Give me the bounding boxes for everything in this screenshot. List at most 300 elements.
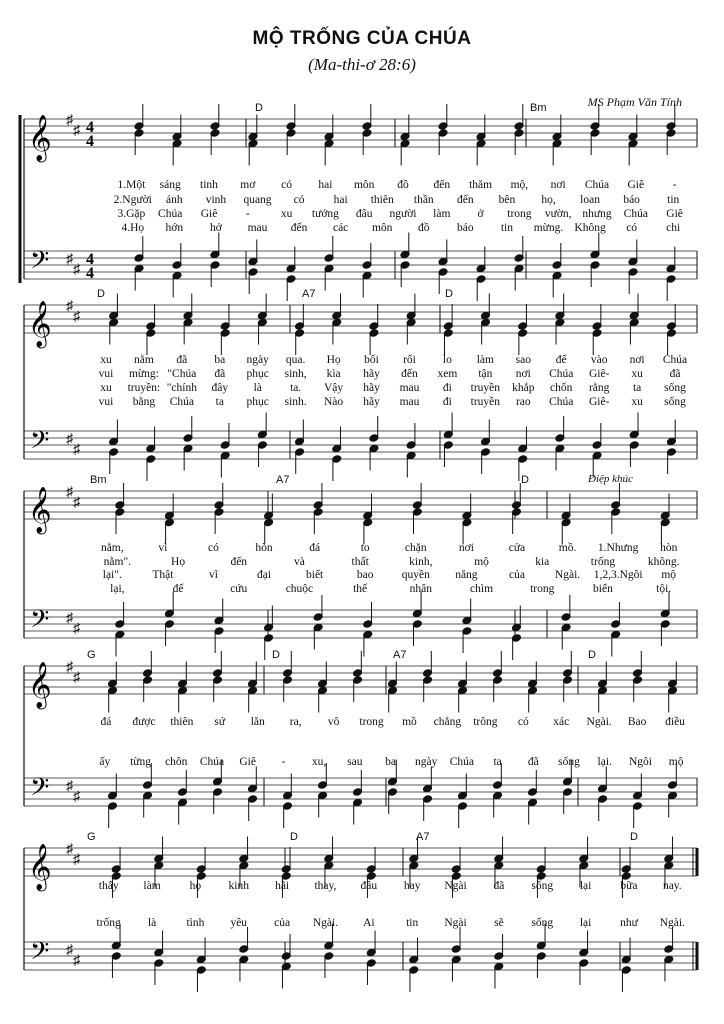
- lyric-syllable: họ,: [541, 194, 556, 206]
- lyric-syllable: 4.Họ: [121, 222, 145, 234]
- lyric-syllable: Họ: [171, 556, 186, 568]
- lyric-syllable: đã: [493, 880, 505, 892]
- lyric-syllable: 1.Nhưng: [597, 542, 639, 554]
- chord-symbol: Bm: [90, 474, 107, 486]
- treble-staff: [24, 651, 697, 713]
- lyric-syllable: Giê: [200, 208, 218, 220]
- lyric-syllable: mơ: [240, 179, 256, 191]
- lyric-syllable: nay.: [662, 880, 682, 892]
- lyric-syllable: thế: [353, 583, 368, 595]
- lyric-syllable: Ngài.: [312, 917, 339, 929]
- svg-text:𝄢: 𝄢: [30, 774, 50, 807]
- lyric-syllable: sinh.: [284, 396, 307, 408]
- svg-text:♯: ♯: [66, 779, 73, 794]
- svg-text:♯: ♯: [66, 113, 73, 128]
- lyric-syllable: rối: [403, 354, 416, 366]
- svg-text:♯: ♯: [73, 670, 80, 686]
- lyric-syllable: đồ: [418, 222, 430, 234]
- svg-text:♯: ♯: [73, 442, 80, 458]
- lyric-syllable: từng: [130, 756, 152, 768]
- lyric-syllable: trống: [590, 556, 616, 568]
- lyric-syllable: biển: [593, 583, 613, 595]
- svg-text:𝄞: 𝄞: [28, 301, 52, 346]
- treble-staff: [24, 294, 697, 356]
- lyric-syllable: lại,: [110, 583, 125, 595]
- lyric-syllable: chi: [666, 222, 681, 234]
- lyric-syllable: hai: [318, 179, 333, 191]
- lyric-syllable: khắp: [512, 382, 535, 394]
- lyric-syllable: ngày: [415, 756, 438, 768]
- lyric-syllable: mộ: [668, 756, 684, 768]
- lyric-line-1: [101, 541, 678, 554]
- svg-text:𝄢: 𝄢: [30, 427, 50, 460]
- lyric-syllable: đã: [214, 368, 226, 380]
- lyric-syllable: Chúa: [549, 396, 574, 408]
- lyric-syllable: tinh: [200, 179, 218, 191]
- lyric-syllable: nhân: [409, 583, 433, 595]
- lyric-syllable: hãy: [363, 382, 380, 394]
- lyric-syllable: Giê-: [588, 368, 610, 380]
- lyric-syllable: hai: [333, 194, 348, 206]
- lyric-syllable: Giê: [627, 179, 645, 191]
- lyric-syllable: Vậy: [324, 382, 344, 394]
- lyric-syllable: nơi: [458, 542, 474, 554]
- chord-symbol: A7: [302, 288, 316, 300]
- lyric-syllable: sống: [531, 880, 554, 892]
- svg-text:♯: ♯: [66, 485, 73, 500]
- lyric-line-2: [114, 193, 680, 206]
- lyric-syllable: vui: [98, 396, 114, 408]
- lyric-syllable: là: [147, 917, 157, 929]
- svg-text:♯: ♯: [73, 309, 80, 325]
- lyric-syllable: mừng:: [128, 368, 159, 380]
- lyric-syllable: thăm: [469, 179, 493, 191]
- lyric-syllable: mau: [399, 396, 420, 408]
- lyric-syllable: Chúa: [549, 368, 574, 380]
- music-system-1: [20, 102, 697, 301]
- bass-staff: [24, 592, 697, 661]
- lyric-syllable: có: [281, 179, 293, 191]
- lyric-syllable: họ: [189, 880, 202, 892]
- lyric-syllable: để: [555, 354, 567, 366]
- lyric-syllable: hở: [210, 222, 222, 234]
- lyric-syllable: ánh: [166, 194, 183, 206]
- bass-staff: [24, 413, 697, 482]
- lyric-syllable: đến: [401, 368, 418, 380]
- music-system-2: [24, 288, 697, 481]
- lyric-syllable: rằng: [588, 382, 610, 394]
- lyric-syllable: vì: [158, 542, 168, 554]
- lyric-syllable: trông: [473, 716, 498, 728]
- lyric-syllable: báo: [623, 194, 640, 206]
- lyric-syllable: mau: [399, 382, 420, 394]
- lyric-syllable: ba: [214, 354, 226, 366]
- lyric-syllable: Chúa: [199, 756, 225, 768]
- lyric-syllable: chốn: [550, 382, 573, 394]
- lyric-syllable: loan: [580, 194, 600, 206]
- lyric-syllable: có: [626, 222, 638, 234]
- lyric-syllable: môn: [371, 222, 393, 234]
- lyric-syllable: lại.: [597, 756, 612, 768]
- lyric-syllable: Giê: [239, 756, 256, 768]
- lyric-syllable: Thật: [152, 569, 174, 581]
- lyric-syllable: không.: [647, 556, 680, 568]
- lyric-syllable: kìa: [326, 368, 341, 380]
- lyric-syllable: Ngài.: [554, 569, 581, 581]
- lyric-syllable: nơi: [550, 179, 566, 191]
- lyric-line-3: [103, 568, 677, 581]
- lyric-syllable: Chúa: [662, 354, 688, 366]
- lyric-syllable: truyền: [470, 382, 501, 394]
- song-title: MỘ TRỐNG CỦA CHÚA: [252, 28, 472, 49]
- chord-symbol: D: [255, 102, 263, 114]
- lyric-syllable: nơi: [515, 368, 531, 380]
- scripture-reference: (Ma-thi-ơ 28:6): [308, 55, 416, 74]
- lyric-syllable: thần: [413, 194, 434, 206]
- lyric-syllable: lăn: [250, 716, 265, 728]
- lyric-syllable: Ngài.: [659, 917, 685, 929]
- lyric-syllable: Giê: [666, 208, 683, 220]
- lyric-syllable: đâu: [355, 208, 373, 220]
- time-signature: 4: [86, 133, 94, 150]
- lyric-line-1: [100, 353, 687, 366]
- lyric-syllable: vui: [98, 368, 114, 380]
- lyric-syllable: ở: [477, 208, 484, 220]
- lyric-syllable: mộ: [474, 556, 489, 568]
- lyric-syllable: kinh: [228, 880, 249, 892]
- lyric-syllable: Bao: [627, 716, 647, 728]
- time-signature: 4: [86, 265, 94, 282]
- lyric-line-4: [121, 221, 680, 234]
- lyric-syllable: kinh,: [409, 556, 433, 568]
- lyric-syllable: năng: [455, 569, 478, 581]
- lyric-line-3: [100, 381, 686, 394]
- lyric-syllable: đến: [457, 194, 474, 206]
- lyric-syllable: xu: [100, 382, 112, 394]
- lyric-syllable: bối: [364, 354, 379, 366]
- lyric-syllable: nhưng: [582, 208, 612, 220]
- lyric-syllable: sống: [664, 382, 686, 394]
- lyric-syllable: Không: [574, 222, 606, 234]
- lyric-syllable: Ngôi: [628, 756, 652, 768]
- lyric-syllable: ngày: [246, 354, 269, 366]
- lyric-syllable: tin: [406, 917, 419, 929]
- lyric-syllable: yêu: [230, 917, 248, 929]
- lyric-line-3: [118, 208, 683, 220]
- lyric-syllable: 3.Gặp: [117, 208, 146, 220]
- chord-symbol: Bm: [530, 102, 547, 114]
- lyric-syllable: bằng: [132, 396, 156, 408]
- lyric-syllable: hòn: [255, 542, 273, 554]
- lyric-syllable: để: [172, 583, 184, 595]
- lyric-syllable: sáng: [159, 179, 181, 191]
- lyric-line-2: [99, 755, 683, 768]
- lyric-syllable: biết: [306, 569, 324, 581]
- lyric-syllable: sứ: [214, 716, 226, 728]
- lyric-syllable: đồ: [397, 179, 409, 191]
- treble-staff: [24, 483, 697, 545]
- lyric-syllable: thiên: [370, 194, 394, 206]
- lyric-line-2: [97, 916, 686, 929]
- music-system-3: [24, 473, 697, 660]
- treble-staff: [24, 104, 697, 166]
- svg-text:𝄞: 𝄞: [28, 662, 52, 707]
- lyric-syllable: Ai: [363, 917, 375, 929]
- chord-symbol: D: [445, 288, 453, 300]
- lyric-syllable: phục: [246, 396, 269, 408]
- chord-symbol: D: [588, 649, 596, 661]
- lyric-syllable: Chúa: [169, 396, 194, 408]
- lyric-syllable: bữa: [620, 880, 638, 892]
- bass-staff: [24, 760, 697, 829]
- lyric-syllable: chìm: [470, 583, 494, 595]
- lyric-syllable: đã: [527, 756, 539, 768]
- svg-text:♯: ♯: [66, 842, 73, 857]
- svg-text:♯: ♯: [66, 943, 73, 958]
- lyric-syllable: mộ,: [510, 179, 529, 191]
- lyric-syllable: Ngài: [444, 880, 467, 892]
- lyric-syllable: tin: [667, 194, 680, 206]
- svg-text:♯: ♯: [66, 660, 73, 675]
- music-system-5: [24, 831, 697, 992]
- lyric-syllable: 1,2,3.Ngôi: [593, 569, 643, 581]
- lyric-syllable: và: [294, 556, 305, 568]
- lyric-syllable: -: [672, 179, 677, 191]
- time-signature: 4: [86, 251, 94, 268]
- lyric-syllable: hay: [403, 880, 421, 892]
- refrain-label: Điệp khúc: [588, 473, 633, 485]
- lyric-syllable: cửa: [508, 542, 526, 554]
- chord-symbol: D: [97, 288, 105, 300]
- lyric-syllable: vinh: [205, 194, 227, 206]
- lyric-syllable: ta: [632, 382, 642, 394]
- lyric-syllable: đi: [442, 382, 452, 394]
- lyric-syllable: chẳng: [433, 716, 462, 728]
- lyric-syllable: sao: [515, 354, 531, 366]
- lyric-syllable: làm: [143, 880, 161, 892]
- lyric-syllable: mừng.: [533, 222, 564, 234]
- lyric-syllable: làm: [433, 208, 451, 220]
- lyric-syllable: của: [508, 569, 525, 581]
- lyric-syllable: nằm,: [100, 542, 124, 554]
- lyric-syllable: xu: [100, 354, 112, 366]
- lyric-syllable: tin: [500, 222, 513, 234]
- lyric-line-2: [99, 367, 681, 380]
- lyric-syllable: qua.: [285, 354, 306, 366]
- lyric-syllable: bên: [498, 194, 516, 206]
- lyric-syllable: người: [389, 208, 417, 220]
- lyric-syllable: "chính: [166, 382, 197, 394]
- svg-text:♯: ♯: [66, 299, 73, 314]
- lyric-syllable: trong: [507, 208, 532, 220]
- lyric-syllable: môn: [353, 179, 375, 191]
- lyric-syllable: thiên: [170, 716, 194, 728]
- lyric-syllable: Chúa: [584, 179, 610, 191]
- svg-text:♯: ♯: [66, 252, 73, 267]
- lyric-syllable: xác: [553, 716, 570, 728]
- lyric-syllable: mộ: [661, 569, 677, 581]
- lyric-syllable: trống: [96, 917, 121, 929]
- svg-text:♯: ♯: [73, 495, 80, 511]
- svg-text:♯: ♯: [73, 621, 80, 637]
- lyric-syllable: đến: [433, 179, 451, 191]
- lyric-line-4: [99, 395, 687, 408]
- lyric-syllable: hãi: [275, 880, 290, 892]
- lyric-syllable: đã: [669, 368, 681, 380]
- lyric-syllable: xu,: [311, 756, 327, 768]
- lyric-syllable: xu: [631, 396, 643, 408]
- lyric-syllable: ta.: [290, 382, 302, 394]
- chord-symbol: A7: [416, 831, 430, 843]
- lyric-syllable: 1.Một: [117, 179, 146, 191]
- lyric-syllable: -: [281, 756, 286, 768]
- lyric-syllable: tận: [478, 368, 493, 380]
- lyric-syllable: trong: [530, 583, 555, 595]
- lyric-syllable: ba: [385, 756, 396, 768]
- chord-symbol: D: [521, 474, 529, 486]
- lyric-syllable: truyền:: [127, 382, 161, 394]
- lyric-line-2: [104, 555, 680, 568]
- svg-text:𝄞: 𝄞: [28, 487, 52, 532]
- svg-text:♯: ♯: [66, 611, 73, 626]
- chord-symbol: G: [87, 649, 96, 661]
- lyric-syllable: truyền: [470, 396, 501, 408]
- lyric-syllable: đi: [442, 396, 452, 408]
- lyric-syllable: tội.: [656, 583, 672, 595]
- chord-symbol: D: [290, 831, 298, 843]
- chord-symbol: G: [87, 831, 96, 843]
- lyric-syllable: chuộc: [285, 583, 314, 595]
- lyric-syllable: hãy: [363, 396, 380, 408]
- lyric-syllable: kia: [535, 556, 550, 568]
- lyric-syllable: vô: [327, 716, 340, 728]
- lyric-syllable: thay,: [314, 880, 337, 892]
- lyric-syllable: xu: [631, 368, 643, 380]
- time-signature: 4: [86, 119, 94, 136]
- lyric-syllable: chôn: [165, 756, 188, 768]
- lyric-syllable: đã: [176, 354, 188, 366]
- lyric-syllable: làm: [476, 354, 494, 366]
- lyric-syllable: như: [620, 917, 638, 929]
- lyric-syllable: được: [132, 716, 156, 728]
- lyric-syllable: có: [208, 542, 219, 554]
- lyric-syllable: vĩ: [208, 569, 218, 581]
- svg-text:♯: ♯: [73, 852, 80, 868]
- lyric-syllable: đá: [100, 716, 112, 728]
- lyric-syllable: có: [293, 194, 305, 206]
- lyric-syllable: cứu: [230, 583, 248, 595]
- svg-text:♯: ♯: [73, 789, 80, 805]
- lyric-syllable: quang: [243, 194, 272, 206]
- lyric-syllable: sẽ: [494, 917, 504, 929]
- svg-text:𝄢: 𝄢: [30, 938, 50, 971]
- lyric-syllable: chặn: [404, 542, 427, 554]
- svg-text:♯: ♯: [73, 262, 80, 278]
- svg-text:𝄞: 𝄞: [28, 844, 52, 889]
- lyric-syllable: nằm".: [103, 556, 132, 568]
- lyric-syllable: nơi: [629, 354, 645, 366]
- lyric-syllable: Giê-: [588, 396, 610, 408]
- lyric-syllable: Ngài.: [586, 716, 612, 728]
- lyric-syllable: Họ: [326, 354, 341, 366]
- lyric-syllable: điều: [665, 716, 685, 728]
- lyric-syllable: đến: [230, 556, 248, 568]
- lyric-syllable: của: [274, 917, 291, 929]
- lyric-syllable: trong: [359, 716, 384, 728]
- lyric-syllable: hãy: [363, 368, 380, 380]
- lyric-syllable: sau: [347, 756, 363, 768]
- lyric-syllable: ấy: [99, 756, 111, 768]
- lyric-syllable: đâu: [360, 880, 378, 892]
- lyric-syllable: xu: [280, 208, 293, 220]
- lyric-syllable: đây: [211, 382, 229, 394]
- lyric-syllable: đá: [309, 542, 321, 554]
- lyric-line-1: [101, 715, 686, 728]
- lyric-line-4: [110, 582, 671, 595]
- lyric-syllable: các: [332, 222, 349, 234]
- lyric-syllable: "Chúa: [167, 368, 197, 380]
- lyric-syllable: báo: [457, 222, 474, 234]
- lyric-syllable: hòn: [660, 542, 678, 554]
- lyric-syllable: mồ: [402, 716, 417, 728]
- chord-symbol: D: [630, 831, 638, 843]
- lyric-syllable: hớn: [165, 222, 184, 234]
- lyric-syllable: sống: [558, 756, 580, 768]
- lyric-syllable: phục: [246, 368, 269, 380]
- lyric-syllable: vườn,: [544, 208, 572, 220]
- chord-symbol: A7: [393, 649, 407, 661]
- svg-text:♯: ♯: [66, 432, 73, 447]
- lyric-syllable: đại: [257, 569, 272, 581]
- bass-staff: [24, 233, 697, 302]
- svg-text:♯: ♯: [73, 123, 80, 139]
- chord-symbol: D: [272, 649, 280, 661]
- lyric-syllable: sinh,: [284, 368, 307, 380]
- music-system-4: [24, 649, 697, 828]
- lyric-syllable: Chúa: [623, 208, 648, 220]
- lyric-syllable: thấy: [98, 880, 119, 892]
- lyric-syllable: tình: [186, 917, 205, 929]
- lyric-syllable: mau: [247, 222, 268, 234]
- composer-credit: MS Phạm Văn Tính: [587, 95, 682, 109]
- lyric-syllable: ra,: [289, 716, 302, 728]
- lyric-syllable: Chúa: [158, 208, 183, 220]
- lyric-syllable: lại: [579, 917, 592, 929]
- lyric-line-1: [99, 879, 682, 892]
- lyric-syllable: rao: [515, 396, 531, 408]
- lyric-syllable: Nào: [324, 396, 344, 408]
- lyric-syllable: tưởng: [311, 208, 339, 220]
- lyric-syllable: Chúa: [449, 756, 475, 768]
- svg-text:𝄞: 𝄞: [28, 115, 52, 160]
- lyric-syllable: ta: [493, 756, 502, 768]
- lyric-syllable: đến: [290, 222, 308, 234]
- lyric-syllable: lại".: [102, 569, 122, 581]
- lyric-line-1: [118, 178, 677, 191]
- lyric-syllable: to: [360, 542, 370, 554]
- lyric-syllable: quyền: [401, 569, 430, 581]
- lyric-syllable: sống: [531, 917, 554, 929]
- lyric-syllable: 2.Người: [113, 194, 152, 206]
- lyric-syllable: ta: [215, 396, 224, 408]
- lyric-syllable: nằm: [134, 354, 154, 366]
- lyric-syllable: thất: [351, 556, 369, 568]
- svg-text:𝄢: 𝄢: [30, 247, 50, 280]
- lyric-syllable: bao: [356, 569, 374, 581]
- lyric-syllable: vào: [590, 354, 608, 366]
- lyric-syllable: có: [517, 716, 529, 728]
- bass-staff: [24, 924, 697, 993]
